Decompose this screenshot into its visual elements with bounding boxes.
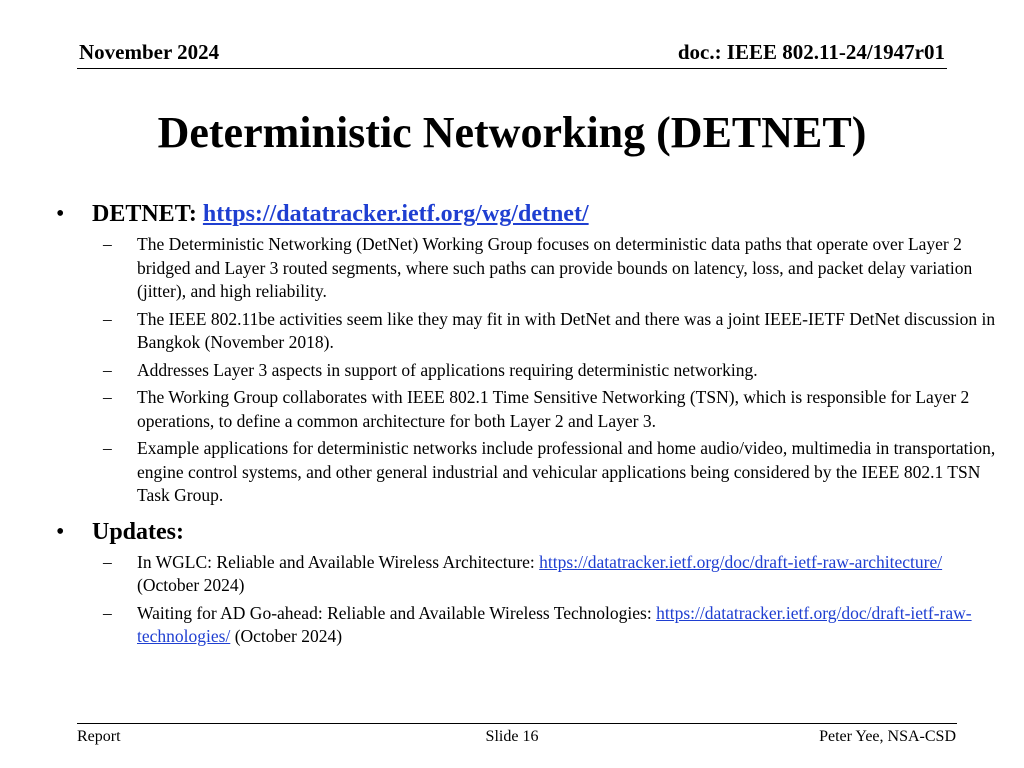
slide-title: Deterministic Networking (DETNET) (157, 108, 867, 157)
list-item-text: The Working Group collaborates with IEEE 802.1 Time Sensitive Networking (TSN), which is responsible for Layer 2 operations, to define a common architecture for both Layer 2 and Layer 3. (137, 387, 970, 431)
footer-rule (77, 723, 957, 724)
dash-glyph: – (103, 359, 112, 380)
footer-slide-number: Slide 16 (485, 728, 539, 745)
bullet-glyph: • (56, 518, 65, 545)
header-date: November 2024 (79, 40, 220, 64)
list-item (103, 233, 1000, 304)
list-item (103, 359, 1000, 383)
bullet-detnet (50, 198, 1000, 230)
list-item-text: Example applications for deterministic networks include professional and home audio/video, multimedia in transportation, engine control systems, and other general industrial and vehicular applications being considered by the IEEE 802.1 TSN Task Group. (137, 438, 996, 505)
footer-left: Report (77, 728, 121, 745)
raw-architecture-link[interactable]: https://datatracker.ietf.org/doc/draft-ietf-raw-architecture/ (539, 551, 943, 572)
updates-sublist (50, 551, 1000, 649)
update-prefix: Waiting for AD Go-ahead: Reliable and Available Wireless Technologies: (137, 602, 657, 623)
dash-glyph: – (103, 602, 112, 623)
list-item (103, 551, 1000, 598)
bullet-glyph: • (56, 201, 65, 227)
dash-glyph: – (103, 551, 112, 572)
update-prefix: In WGLC: Reliable and Available Wireless Architecture: (137, 551, 540, 572)
bullet-detnet-label: DETNET: (92, 201, 203, 227)
list-item-text: The IEEE 802.11be activities seem like they may fit in with DetNet and there was a joint IEEE-IETF DetNet discussion in Bangkok (November 2018). (137, 308, 996, 352)
update-date: (October 2024) (137, 575, 245, 595)
bullet-updates-label: Updates: (92, 518, 185, 545)
dash-glyph: – (103, 438, 112, 458)
header-rule (77, 68, 947, 69)
header-doc-id: doc.: IEEE 802.11-24/1947r01 (677, 40, 945, 64)
list-item-text: Addresses Layer 3 aspects in support of applications requiring deterministic networking. (137, 359, 758, 380)
dash-glyph: – (103, 387, 112, 407)
update-date: (October 2024) (230, 626, 343, 646)
dash-glyph: – (103, 308, 112, 329)
list-item (103, 437, 1000, 508)
bullet-updates (50, 516, 1000, 548)
list-item (103, 602, 1000, 649)
list-item-text: The Deterministic Networking (DetNet) Working Group focuses on deterministic data paths that operate over Layer 2 bridged and Layer 3 routed segments, where such paths can provide bounds on latency, loss, and packet delay variation (jitter), and high reliability. (137, 234, 973, 301)
list-item (103, 308, 1000, 355)
dash-glyph: – (103, 234, 112, 254)
detnet-sublist (50, 233, 1000, 508)
list-item (103, 386, 1000, 433)
slide-content (50, 198, 1000, 653)
raw-technologies-link[interactable]: https://datatracker.ietf.org/doc/draft-ietf-raw-technologies/ (137, 602, 972, 646)
detnet-link[interactable]: https://datatracker.ietf.org/wg/detnet/ (202, 201, 589, 227)
footer-author: Peter Yee, NSA-CSD (819, 728, 956, 745)
